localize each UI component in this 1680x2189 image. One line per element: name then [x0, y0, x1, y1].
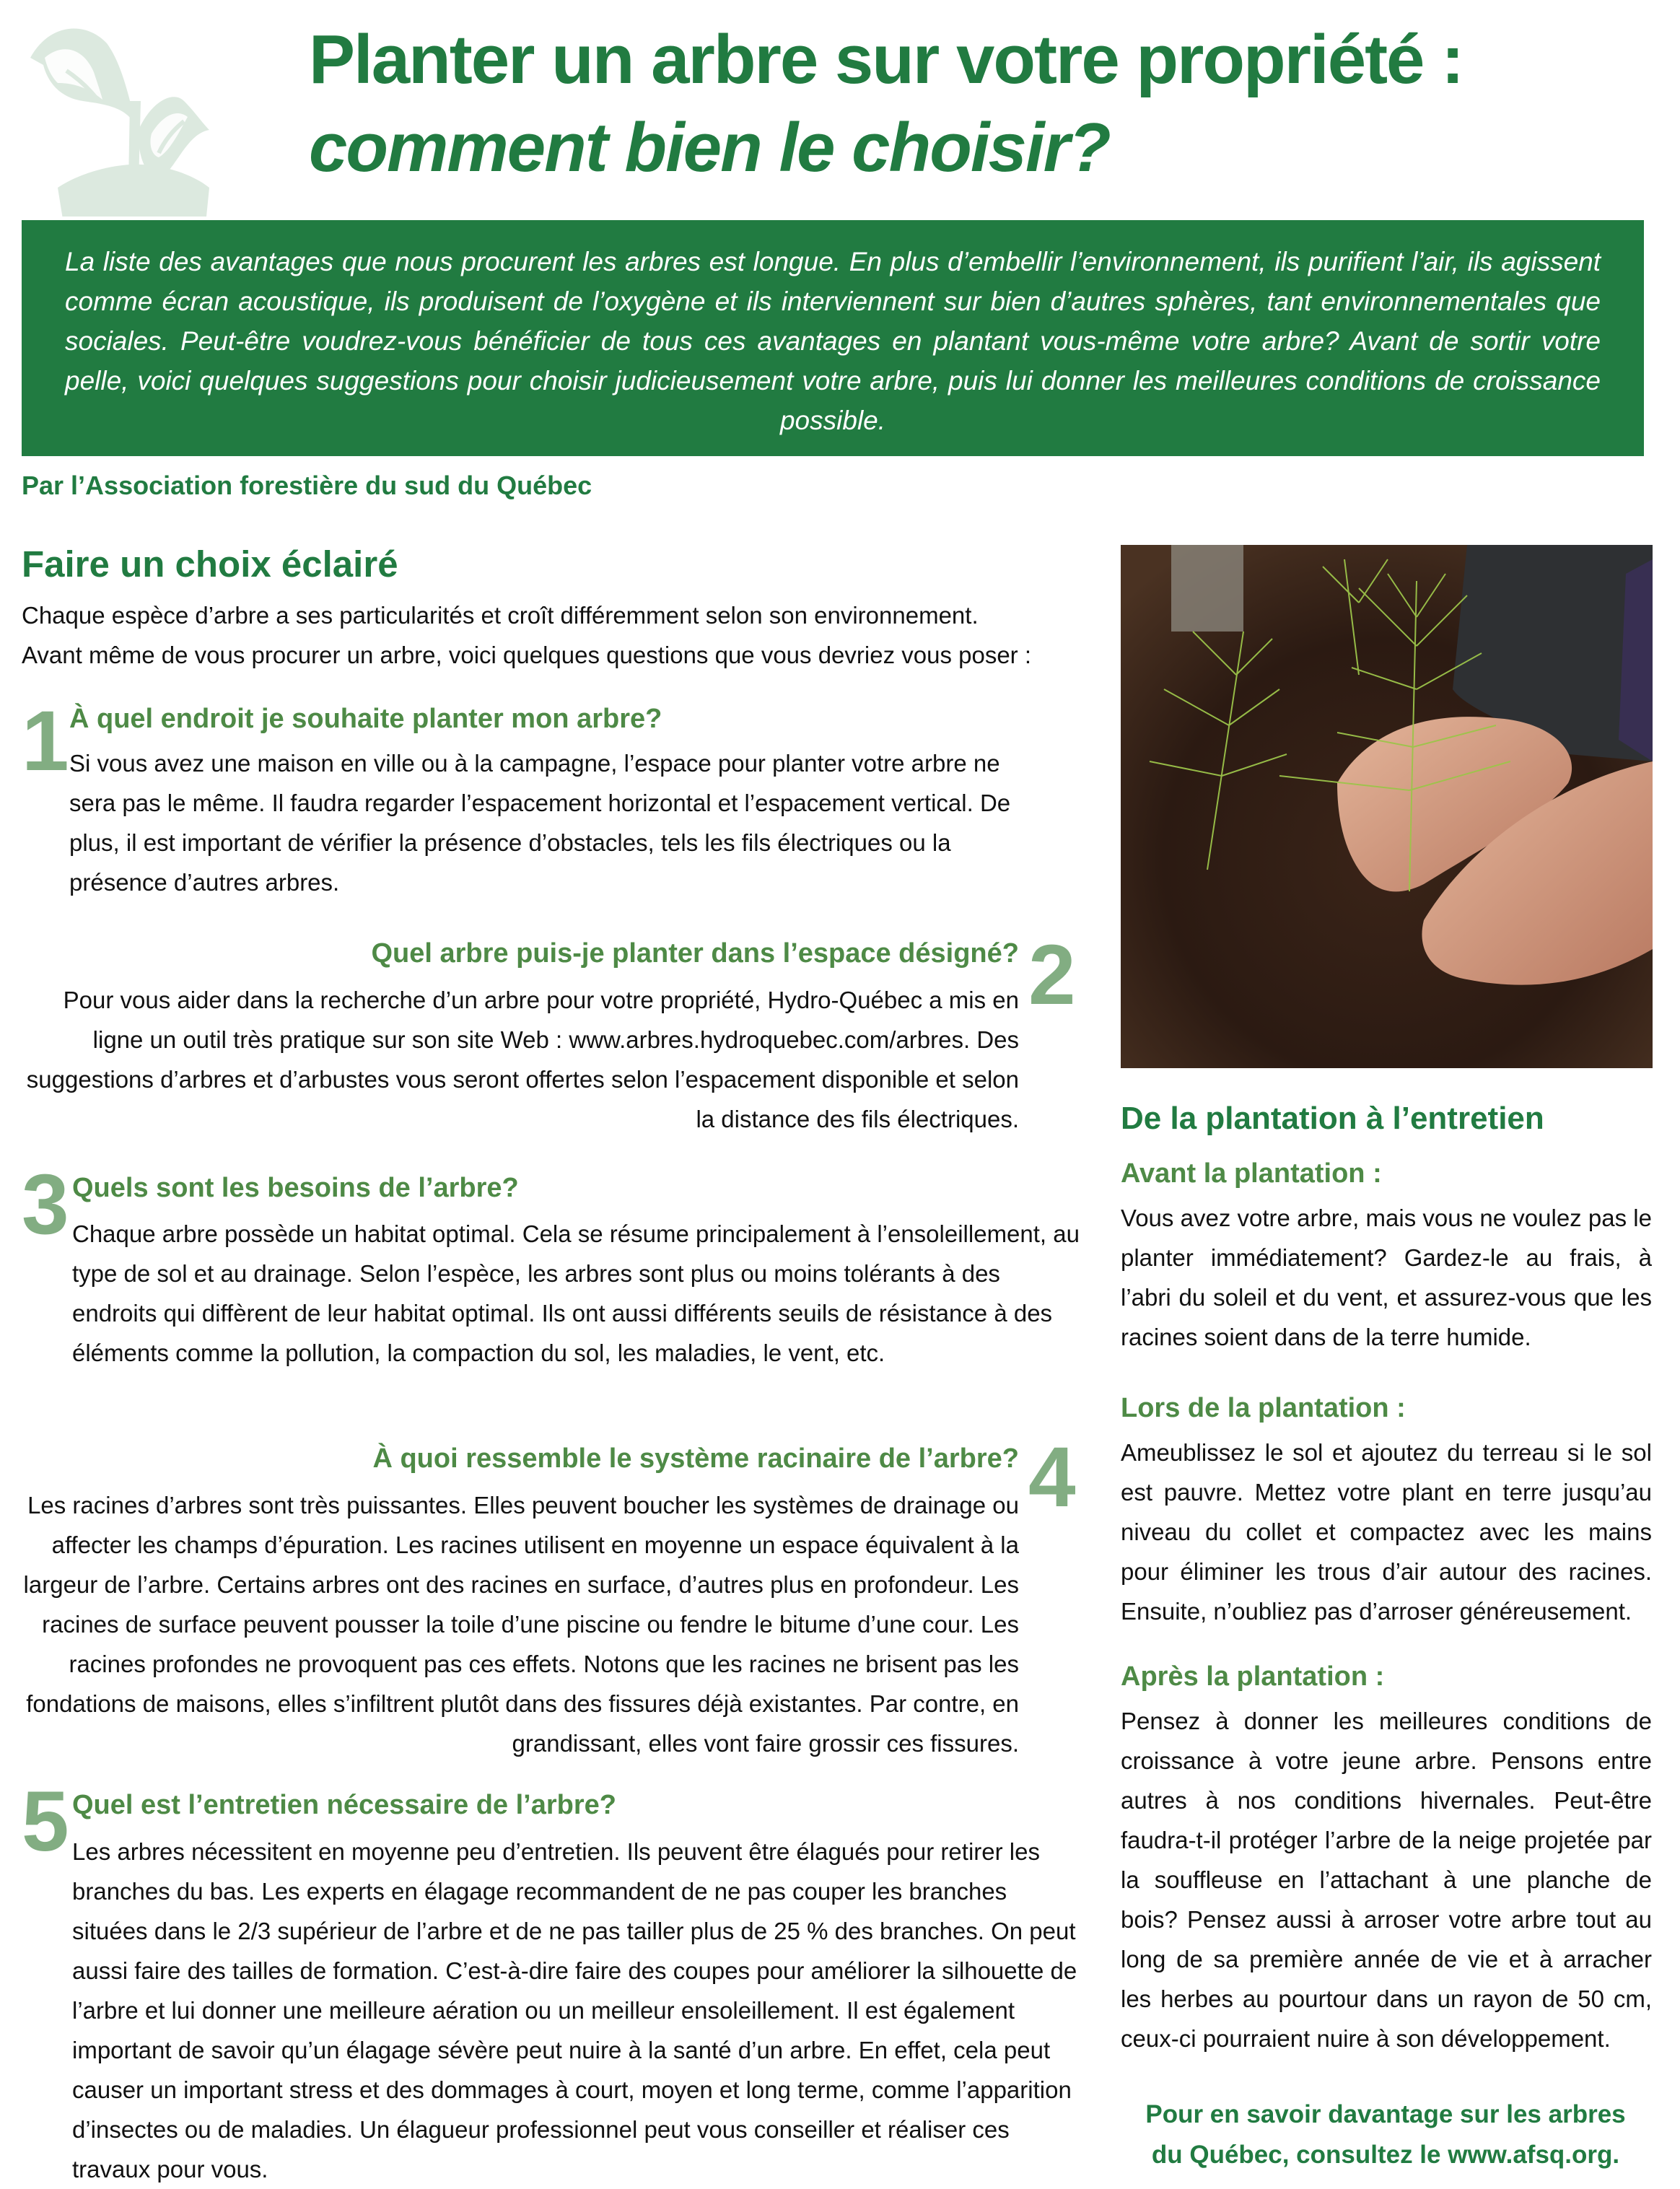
question-title-5: Quel est l’entretien nécessaire de l’arbre?: [72, 1790, 616, 1820]
question-title-4: À quoi ressemble le système racinaire de l’arbre?: [372, 1443, 1019, 1474]
intro-box: [22, 220, 1644, 456]
page-subtitle: comment bien le choisir?: [309, 109, 1110, 186]
question-body-3: Chaque arbre possède un habitat optimal. Cela se résume principalement à l’ensoleillement, au type de sol et au drainage. Selon l’espèce, les arbres sont plus ou moins tolérants à des endroits qui diffèrent de leur habitat optimal. Ils ont aussi différents seuils de résistance à des éléments comme la pollution, la compaction du sol, les maladies, le vent, etc.: [72, 1220, 1080, 1366]
question-title-1: À quel endroit je souhaite planter mon arbre?: [69, 704, 662, 734]
page-title: Planter un arbre sur votre propriété :: [309, 21, 1464, 98]
care-body-after: Pensez à donner les meilleures conditions de croissance à votre jeune arbre. Pensons entre autres à nos conditions hivernales. Peut-être faudra-t-il protéger l’arbre de la neige projetée par la souffleuse en l’attachant à une planche de bois? Pensez aussi à arroser votre arbre tout au long de sa première année de vie et à arracher les herbes au pourtour dans un rayon de 50 cm, ceux-ci pourraient nuire à son développement.: [1121, 1708, 1652, 2052]
section-intro-line-1: Chaque espèce d’arbre a ses particularités et croît différemment selon son environnement.: [22, 602, 979, 629]
care-body-during: Ameublissez le sol et ajoutez du terreau si le sol est pauvre. Mettez votre plant en terre jusqu’au niveau du collet et compactez avec les mains pour éliminer les trous d’air autour des racines. Ensuite, n’oubliez pas d’arroser généreusement.: [1121, 1439, 1652, 1625]
question-number-2: 2: [1028, 927, 1076, 1023]
section-heading-entretien: De la plantation à l’entretien: [1121, 1101, 1544, 1136]
care-section-after: [1121, 1661, 1652, 2058]
question-body-5: Les arbres nécessitent en moyenne peu d’entretien. Ils peuvent être élagués pour retirer les branches du bas. Les experts en élagage recommandent de ne pas couper les branches situées dans le 2/3 supérieur de l’arbre et de ne pas tailler plus de 25 % des branches. On peut aussi faire des tailles de formation. C’est-à-dire faire des coupes pour améliorer la silhouette de l’arbre et lui donner une meilleure aération ou un meilleur ensoleillement. Il est également important de savoir qu’un élagage sévère peut nuire à la santé d’un arbre. En effet, cela peut causer un important stress et des dommages à court, moyen et long terme, comme l’apparition d’insectes ou de maladies. Un élagueur professionnel peut vous conseiller et réaliser ces travaux pour vous.: [72, 1838, 1077, 2183]
seedling-pot-icon: [22, 14, 289, 217]
care-title-after: Après la plantation :: [1121, 1661, 1385, 1692]
section-heading-choix: Faire un choix éclairé: [22, 543, 398, 585]
section-intro-line-2: Avant même de vous procurer un arbre, voici quelques questions que vous devriez vous poser :: [22, 642, 1032, 668]
question-number-3: 3: [22, 1157, 69, 1252]
care-title-during: Lors de la plantation :: [1121, 1393, 1406, 1423]
more-info-link[interactable]: Pour en savoir davantage sur les arbres du Québec, consultez le www.afsq.org.: [1145, 2100, 1626, 2169]
question-body-4: Les racines d’arbres sont très puissantes. Elles peuvent boucher les systèmes de drainage ou affecter les champs d’épuration. Les racines utilisent en moyenne un espace équivalent à la largeur de l’arbre. Certains arbres ont des racines en surface, d’autres plus en profondeur. Les racines de surface peuvent pousser la toile d’une piscine ou fendre le bitume d’une cour. Les racines profondes ne provoquent pas ces effets. Notons que les racines ne brisent pas les fondations de maisons, elles s’infiltrent plutôt dans des fissures déjà existantes. Par contre, en grandissant, elles vont faire grossir ces fissures.: [23, 1492, 1019, 1757]
question-number-1: 1: [22, 694, 69, 789]
question-title-3: Quels sont les besoins de l’arbre?: [72, 1173, 519, 1203]
care-title-before: Avant la plantation :: [1121, 1158, 1382, 1189]
care-body-before: Vous avez votre arbre, mais vous ne voulez pas le planter immédiatement? Gardez-le au frais, à l’abri du soleil et du vent, et assurez-vous que les racines soient dans de la terre humide.: [1121, 1205, 1652, 1350]
question-title-2: Quel arbre puis-je planter dans l’espace désigné?: [371, 938, 1019, 969]
care-section-during: [1121, 1393, 1652, 1631]
intro-text: La liste des avantages que nous procurent les arbres est longue. En plus d’embellir l’environnement, ils purifient l’air, ils agissent comme écran acoustique, ils produisent de l’oxygène et ils interviennent sur bien d’autres sphères, tant environnementales que sociales. Peut-être voudrez-vous bénéficier de tous ces avantages en plantant vous-même votre arbre? Avant de sortir votre pelle, voici quelques suggestions pour choisir judicieusement votre arbre, puis lui donner les meilleures conditions de croissance possible.: [65, 247, 1601, 435]
question-number-5: 5: [22, 1774, 69, 1869]
question-number-4: 4: [1028, 1430, 1076, 1525]
byline: Par l’Association forestière du sud du Québec: [22, 471, 592, 500]
hands-planting-pine-seedling-photo: [1121, 545, 1653, 1068]
section-intro: [22, 595, 1082, 675]
care-section-before: [1121, 1158, 1652, 1357]
question-body-2: Pour vous aider dans la recherche d’un arbre pour votre propriété, Hydro-Québec a mis en ligne un outil très pratique sur son site Web : www.arbres.hydroquebec.com/arbres. Des suggestions d’arbres et d’arbustes vous seront offertes selon l’espacement disponible et selon la distance des fils électriques.: [26, 987, 1019, 1132]
question-body-1: Si vous avez une maison en ville ou à la campagne, l’espace pour planter votre arbre ne sera pas le même. Il faudra regarder l’espacement horizontal et l’espacement vertical. De plus, il est important de vérifier la présence d’obstacles, tels les fils électriques ou la présence d’autres arbres.: [69, 750, 1011, 896]
